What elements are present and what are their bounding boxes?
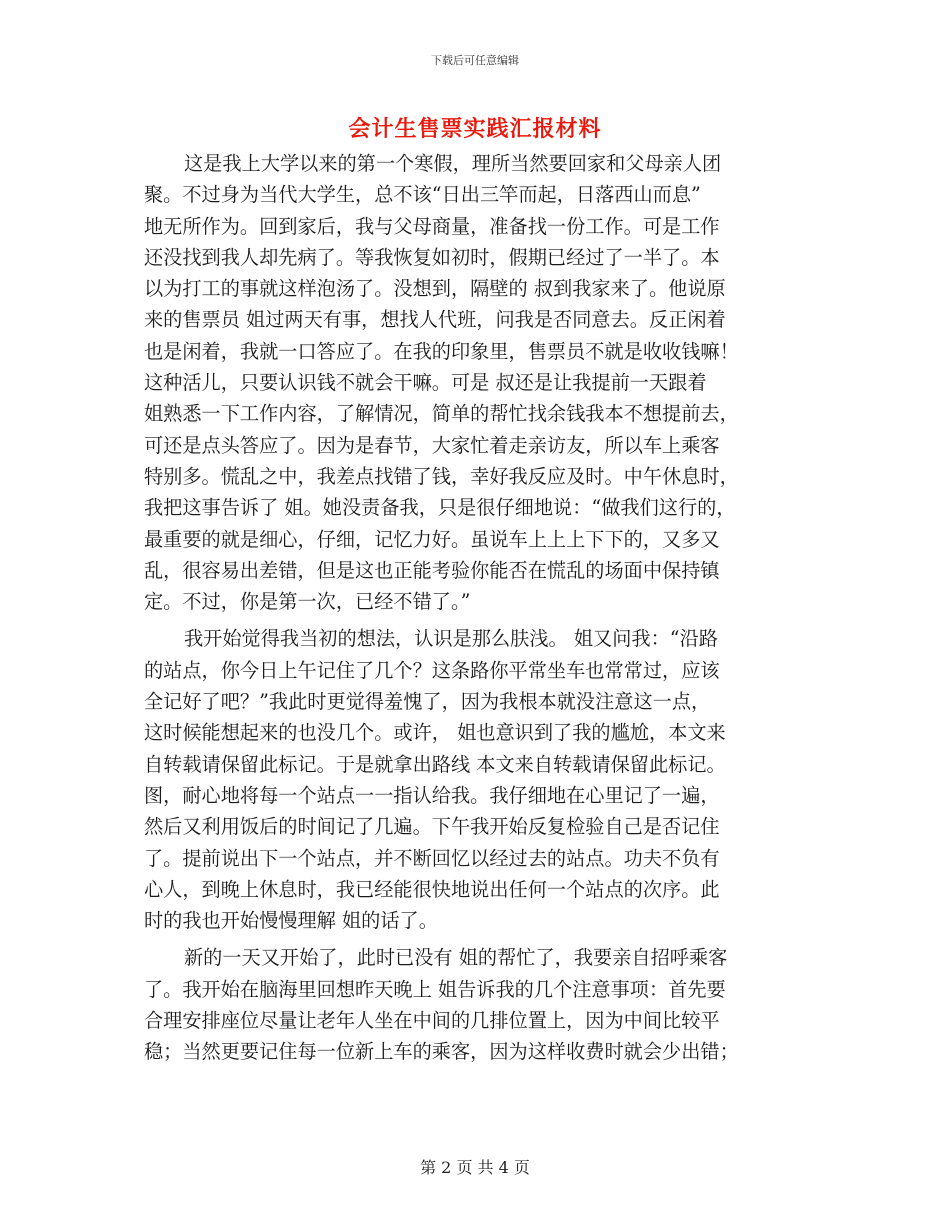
text-line: 的站点，你今日上午记住了几个？这条路你平常坐车也常常过，应该 <box>144 658 720 682</box>
text-line: 最重要的就是细心，仔细，记忆力好。虽说车上上上下下的，又多又 <box>144 527 720 551</box>
text-line: 了。我开始在脑海里回想昨天晚上 姐告诉我的几个注意事项：首先要 <box>144 977 726 1001</box>
text-line: 图，耐心地将每一个站点一一指认给我。我仔细地在心里记了一遍， <box>144 783 720 807</box>
text-line: 定。不过，你是第一次，已经不错了。” <box>144 590 471 614</box>
document-body <box>144 148 824 1068</box>
text-line: 以为打工的事就这样泡汤了。没想到，隔壁的 叔到我家来了。他说原 <box>144 277 726 301</box>
page-number: 第 2 页 共 4 页 <box>420 1158 530 1177</box>
text-line: 我开始觉得我当初的想法，认识是那么肤浅。 姐又问我：“沿路 <box>184 627 718 651</box>
text-line: 也是闲着，我就一口答应了。在我的印象里，售票员不就是收收钱嘛！ <box>144 339 739 363</box>
text-line: 还没找到我人却先病了。等我恢复如初时，假期已经过了一半了。本 <box>144 245 720 269</box>
text-line: 合理安排座位尽量让老年人坐在中间的几排位置上，因为中间比较平 <box>144 1009 720 1033</box>
text-line: 特别多。慌乱之中，我差点找错了钱，幸好我反应及时。中午休息时， <box>144 464 739 488</box>
text-line: 聚。不过身为当代大学生，总不该“日出三竿而起，日落西山而息” <box>144 183 701 207</box>
text-line: 时的我也开始慢慢理解 姐的话了。 <box>144 909 438 933</box>
text-line: 新的一天又开始了，此时已没有 姐的帮忙了，我要亲自招呼乘客 <box>184 946 728 970</box>
page-header-note: 下载后可任意编辑 <box>431 54 519 67</box>
text-line: 地无所作为。回到家后，我与父母商量，准备找一份工作。可是工作 <box>144 214 720 238</box>
text-line: 我把这事告诉了 姐。她没责备我，只是很仔细地说：“做我们这行的， <box>144 496 736 520</box>
text-line: 心人，到晚上休息时，我已经能很快地说出任何一个站点的次序。此 <box>144 877 720 901</box>
text-line: 稳；当然更要记住每一位新上车的乘客，因为这样收费时就会少出错； <box>144 1040 739 1064</box>
text-line: 可还是点头答应了。因为是春节，大家忙着走亲访友，所以车上乘客 <box>144 433 720 457</box>
text-line: 乱，很容易出差错，但是这也正能考验你能否在慌乱的场面中保持镇 <box>144 558 720 582</box>
text-line: 自转载请保留此标记。于是就拿出路线 本文来自转载请保留此标记。 <box>144 752 726 776</box>
text-line: 来的售票员 姐过两天有事，想找人代班，问我是否同意去。反正闲着 <box>144 308 726 332</box>
text-line: 这时候能想起来的也没几个。或许， 姐也意识到了我的尴尬，本文来 <box>144 721 726 745</box>
text-line: 姐熟悉一下工作内容，了解情况，简单的帮忙找余钱我本不想提前去， <box>144 402 739 426</box>
text-line: 这种活儿，只要认识钱不就会干嘛。可是 叔还是让我提前一天跟着 <box>144 371 707 395</box>
document-title: 会计生售票实践汇报材料 <box>348 117 602 142</box>
text-line: 这是我上大学以来的第一个寒假，理所当然要回家和父母亲人团 <box>184 152 722 175</box>
text-line: 了。提前说出下一个站点，并不断回忆以经过去的站点。功夫不负有 <box>144 846 720 870</box>
text-line: 全记好了吧？”我此时更觉得羞愧了，因为我根本就没注意这一点， <box>144 690 711 714</box>
text-line: 然后又利用饭后的时间记了几遍。下午我开始反复检验自己是否记住 <box>144 815 720 839</box>
